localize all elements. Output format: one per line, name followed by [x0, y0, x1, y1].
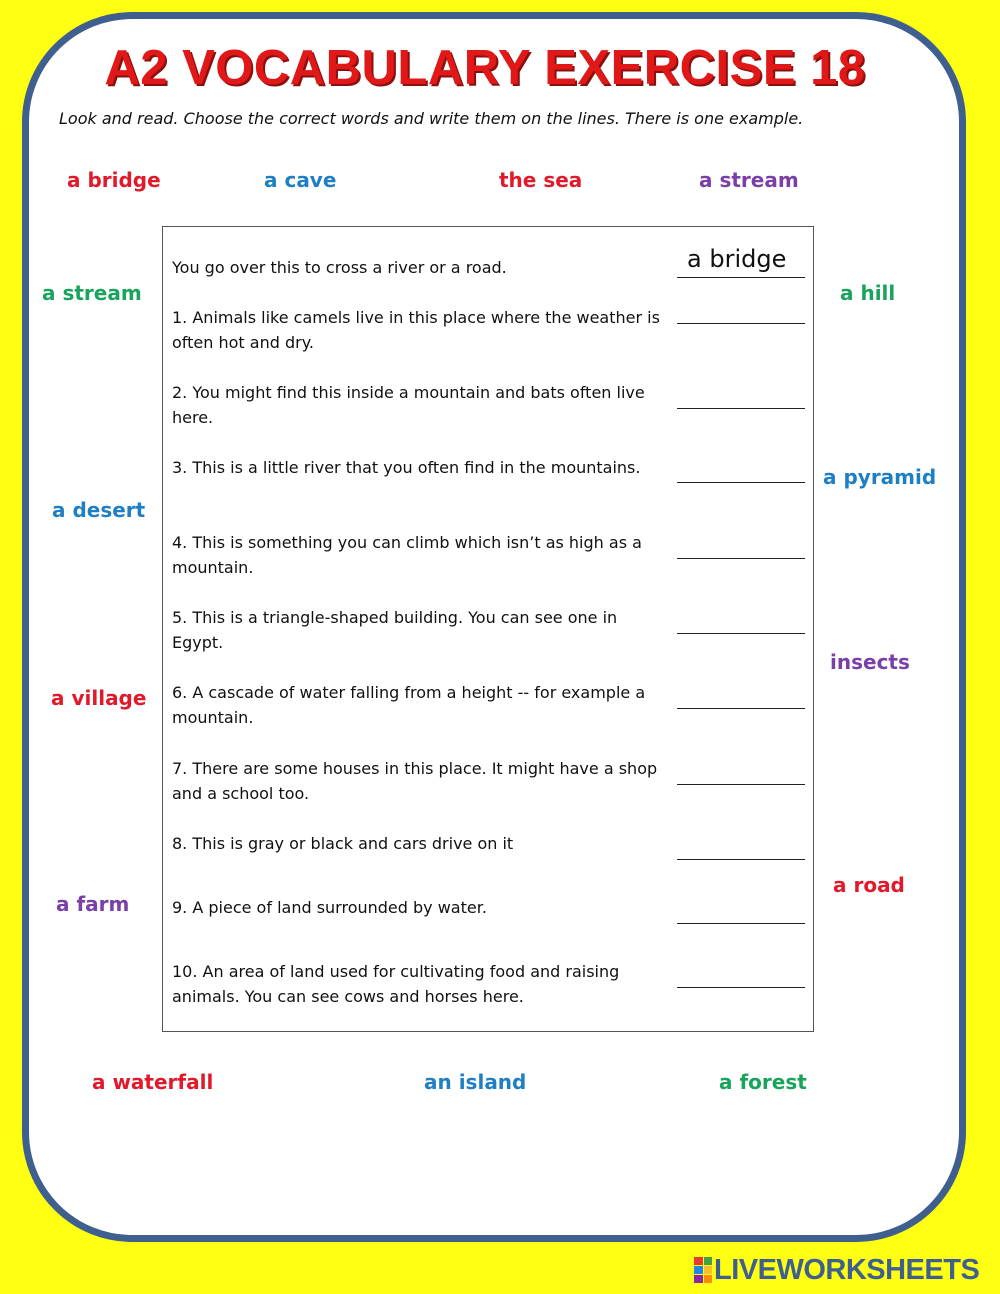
- word-bank-item: a road: [833, 873, 905, 897]
- question-6: 6. A cascade of water falling from a height -- for example a mountain.: [172, 683, 646, 727]
- word-bank-item: a hill: [840, 281, 896, 305]
- instructions: Look and read. Choose the correct words and write them on the lines. There is one example.: [59, 109, 804, 128]
- answer-line-6[interactable]: [677, 708, 805, 709]
- question-5: 5. This is a triangle-shaped building. You can see one in Egypt.: [172, 608, 618, 652]
- answer-line-10[interactable]: [677, 987, 805, 988]
- answer-line-3[interactable]: [677, 482, 805, 483]
- word-bank-item: a stream: [699, 168, 799, 192]
- word-bank-item: a cave: [264, 168, 337, 192]
- word-bank-item: a stream: [42, 281, 142, 305]
- question-2: 2. You might find this inside a mountain and bats often live here.: [172, 383, 645, 427]
- questions-box: [162, 226, 814, 1032]
- word-bank-item: a desert: [52, 498, 146, 522]
- example-answer: a bridge: [687, 245, 787, 273]
- question-4: 4. This is something you can climb which isn’t as high as a mountain.: [172, 533, 642, 577]
- answer-line-9[interactable]: [677, 923, 805, 924]
- word-bank-item: an island: [424, 1070, 527, 1094]
- answer-line-5[interactable]: [677, 633, 805, 634]
- question-9: 9. A piece of land surrounded by water.: [172, 898, 487, 917]
- answer-line-2[interactable]: [677, 408, 805, 409]
- word-bank-item: a pyramid: [823, 465, 937, 489]
- word-bank-item: a farm: [56, 892, 130, 916]
- word-bank-item: insects: [830, 650, 910, 674]
- question-8: 8. This is gray or black and cars drive on it: [172, 834, 514, 853]
- answer-line-1[interactable]: [677, 323, 805, 324]
- question-10: 10. An area of land used for cultivating food and raising animals. You can see cows and horses here.: [172, 962, 620, 1006]
- liveworksheets-logo: [694, 1255, 979, 1285]
- word-bank-item: a forest: [719, 1070, 807, 1094]
- word-bank-item: a bridge: [67, 168, 161, 192]
- answer-line-4[interactable]: [677, 558, 805, 559]
- question-1: 1. Animals like camels live in this place where the weather is often hot and dry.: [172, 308, 660, 352]
- word-bank-item: the sea: [499, 168, 583, 192]
- logo-text: LIVEWORKSHEETS: [714, 1253, 980, 1286]
- word-bank-item: a waterfall: [92, 1070, 214, 1094]
- example-question: You go over this to cross a river or a road.: [172, 258, 507, 277]
- answer-line-7[interactable]: [677, 784, 805, 785]
- liveworksheets-logo-icon: [694, 1257, 712, 1283]
- answer-line-8[interactable]: [677, 859, 805, 860]
- question-3: 3. This is a little river that you often find in the mountains.: [172, 458, 641, 477]
- page-title: A2 VOCABULARY EXERCISE 18: [104, 41, 866, 95]
- word-bank-item: a village: [51, 686, 147, 710]
- example-answer-line: [677, 277, 805, 278]
- question-7: 7. There are some houses in this place. It might have a shop and a school too.: [172, 759, 658, 803]
